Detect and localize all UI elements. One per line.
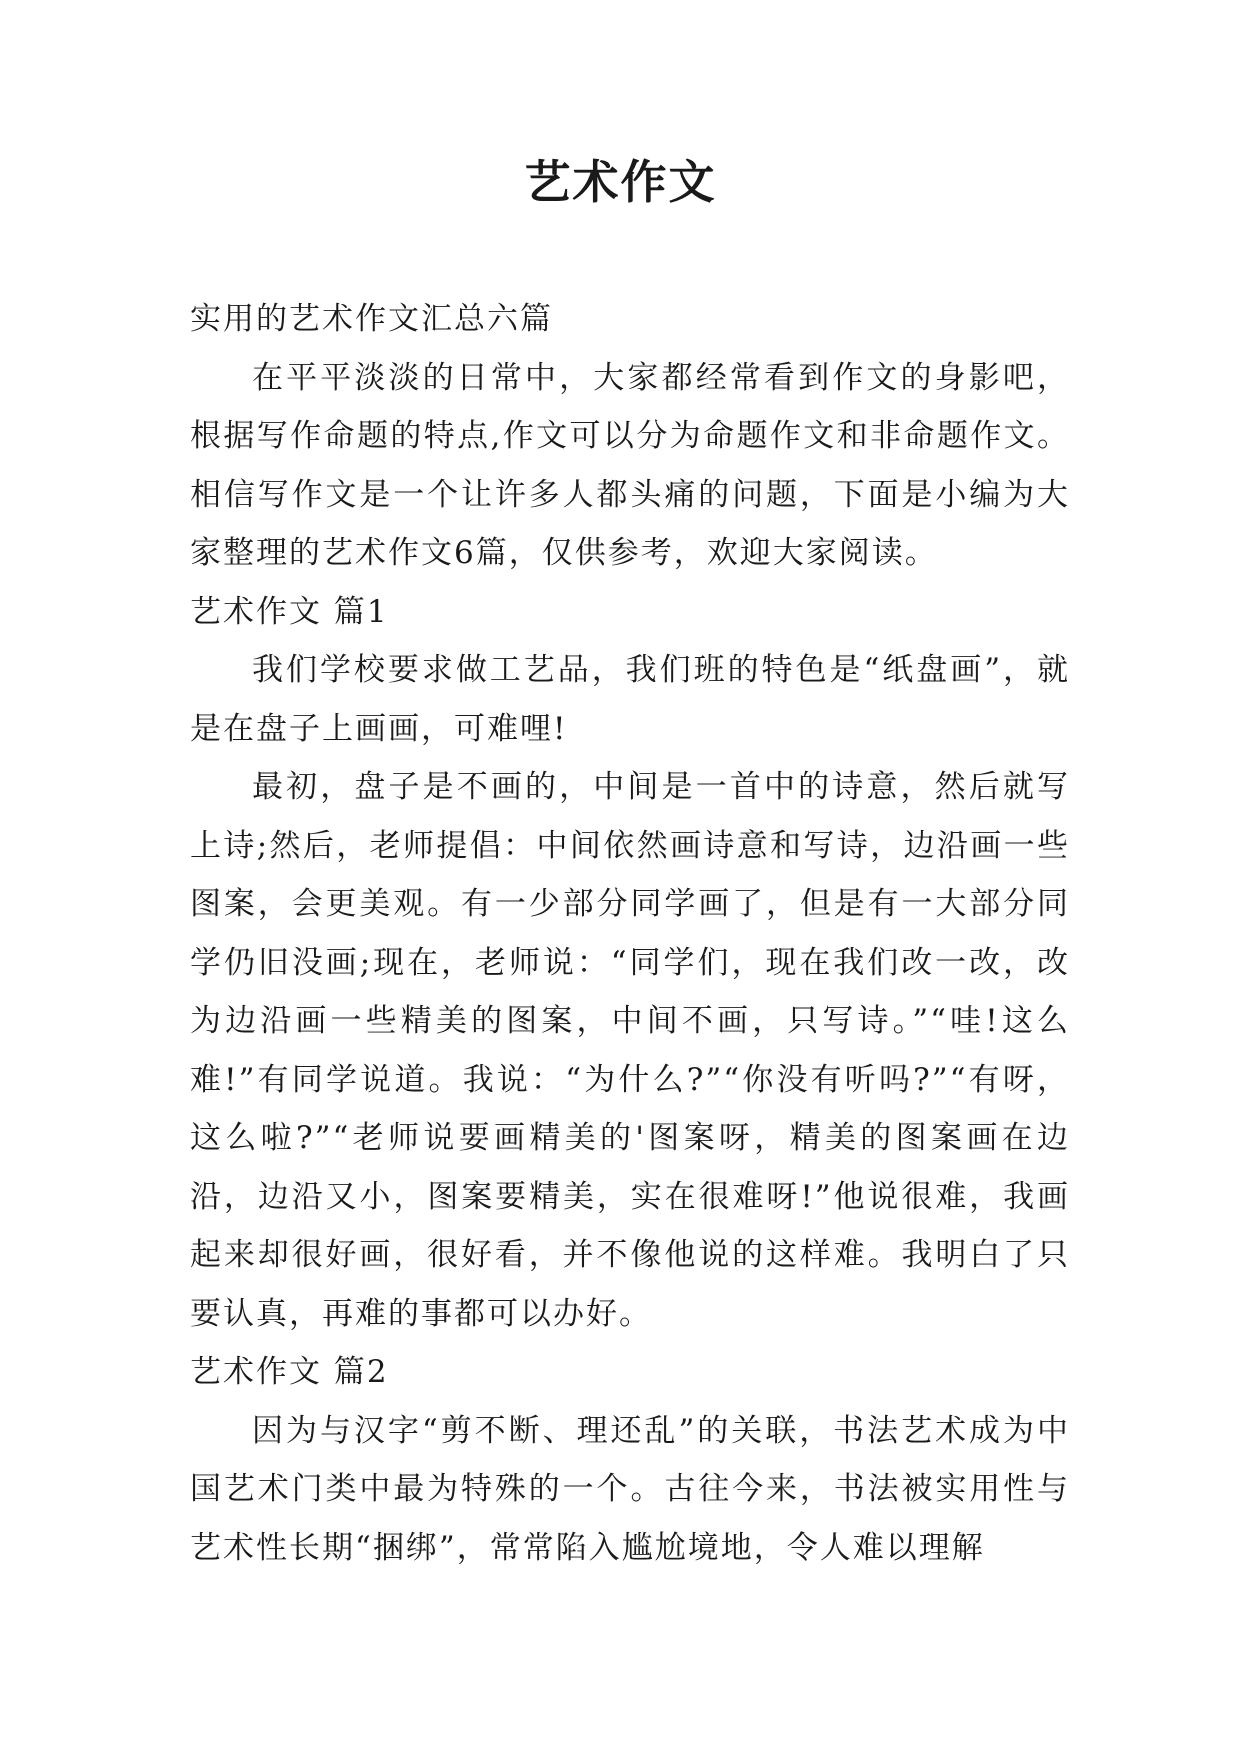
section-1-paragraph-1: 我们学校要求做工艺品，我们班的特色是“纸盘画”，就是在盘子上画画，可难哩! xyxy=(190,652,1070,747)
intro-paragraph: 在平平淡淡的日常中，大家都经常看到作文的身影吧，根据写作命题的特点,作文可以分为命题作文和非命题作文。相信写作文是一个让许多人都头痛的问题，下面是小编为大家整理的艺术作文6篇，仅供参考，欢迎大家阅读。 xyxy=(190,359,1070,571)
section-2-paragraph-1: 因为与汉字“剪不断、理还乱”的关联，书法艺术成为中国艺术门类中最为特殊的一个。古往今来，书法被实用性与艺术性长期“捆绑”，常常陷入尴尬境地，令人难以理解 xyxy=(190,1412,1070,1566)
section-heading-2: 艺术作文 篇2 xyxy=(190,1354,389,1390)
section-heading-1: 艺术作文 篇1 xyxy=(190,593,389,630)
document-title: 艺术作文 xyxy=(524,155,717,209)
section-1-paragraph-2: 最初，盘子是不画的，中间是一首中的诗意，然后就写上诗;然后，老师提倡：中间依然画诗意和写诗，边沿画一些图案，会更美观。有一少部分同学画了，但是有一大部分同学仍旧没画;现在，老师说：“同学们，现在我们改一改，改为边沿画一些精美的图案，中间不画，只写诗。”“哇!这么难!”有同学说道。我说：“为什么?”“你没有听吗?”“有呀，这么啦?”“老师说要画精美的'图案呀，精美的图案画在边沿，边沿又小，图案要精美，实在很难呀!”他说很难，我画起来却很好画，很好看，并不像他说的这样难。我明白了只要认真，再难的事都可以办好。 xyxy=(190,769,1070,1332)
document-subtitle: 实用的艺术作文汇总六篇 xyxy=(190,301,553,337)
document-body xyxy=(190,290,1070,1577)
